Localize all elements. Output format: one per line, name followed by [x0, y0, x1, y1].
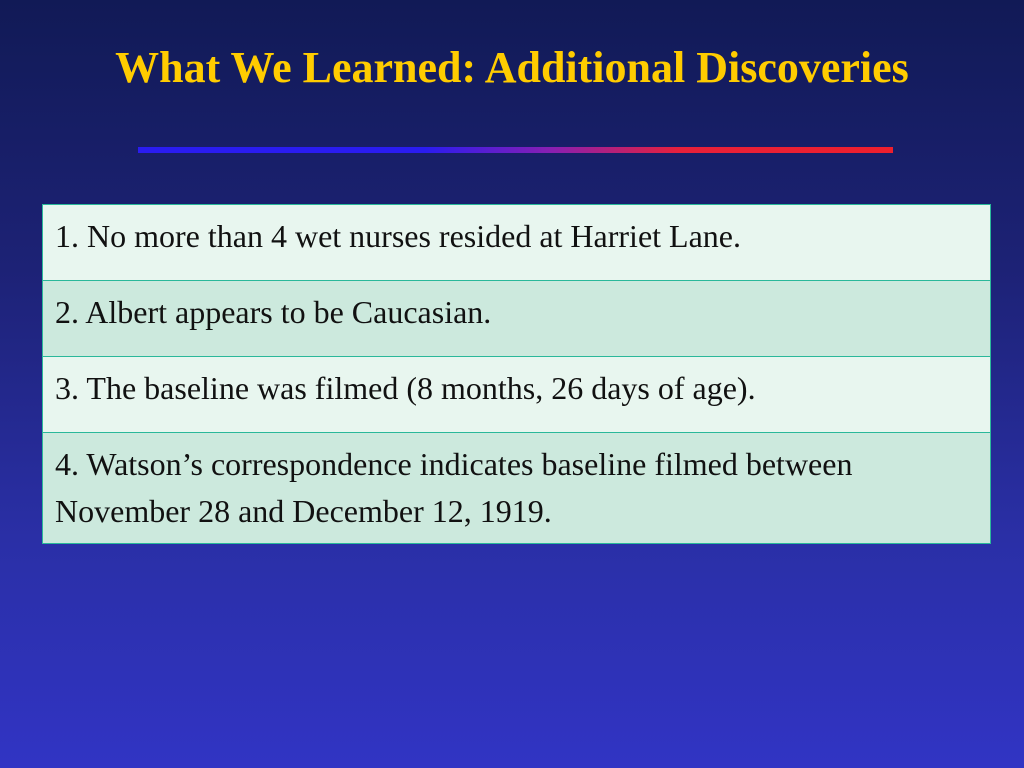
finding-3: 3. The baseline was filmed (8 months, 26 days of age).	[43, 357, 991, 433]
findings-table	[42, 204, 991, 544]
finding-4: 4. Watson’s correspondence indicates baseline filmed between November 28 and December 12, 1919.	[43, 433, 991, 544]
slide-title: What We Learned: Additional Discoveries	[115, 43, 909, 92]
title-divider	[138, 147, 893, 153]
table-row	[43, 205, 991, 281]
table-row	[43, 357, 991, 433]
table-row	[43, 281, 991, 357]
finding-1: 1. No more than 4 wet nurses resided at Harriet Lane.	[43, 205, 991, 281]
table-row	[43, 433, 991, 544]
finding-2: 2. Albert appears to be Caucasian.	[43, 281, 991, 357]
